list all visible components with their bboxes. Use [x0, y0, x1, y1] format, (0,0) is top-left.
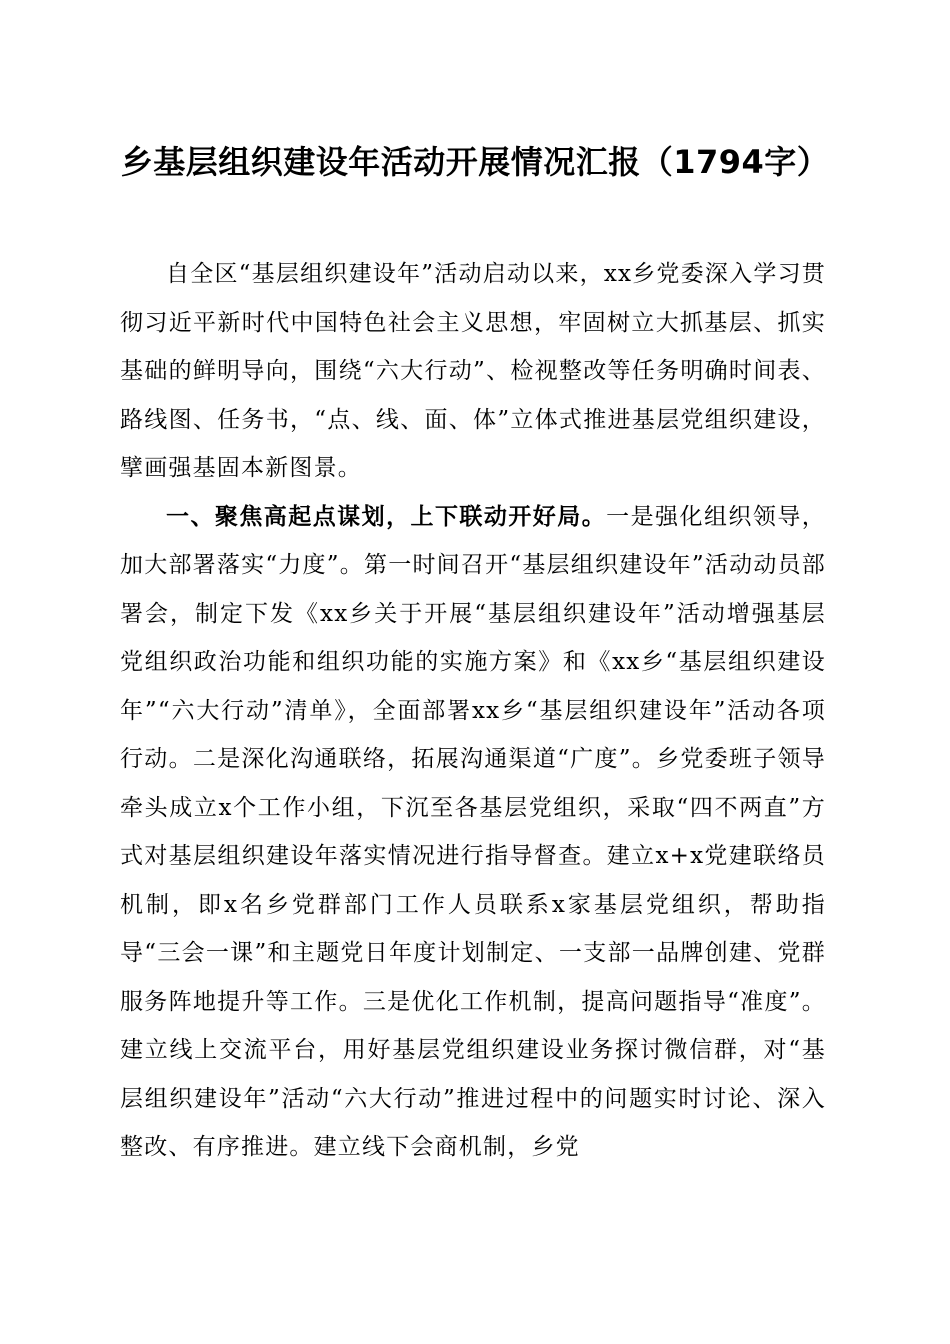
document-body — [120, 250, 826, 1172]
section-one-heading: 一、聚焦高起点谋划，上下联动开好局。 — [166, 503, 607, 530]
section-one-paragraph — [120, 493, 826, 1172]
section-one-text: 一是强化组织领导，加大部署落实“力度”。第一时间召开“基层组织建设年”活动动员部署会，制定下发《xx乡关于开展“基层组织建设年”活动增强基层党组织政治功能和组织功能的实施方案》和《xx乡“基层组织建设年”“六大行动”清单》，全面部署xx乡“基层组织建设年”活动各项行动。二是深化沟通联络，拓展沟通渠道“广度”。乡党委班子领导牵头成立x个工作小组，下沉至各基层党组织，采取“四不两直”方式对基层组织建设年落实情况进行指导督查。建立x+x党建联络员机制，即x名乡党群部门工作人员联系x家基层党组织，帮助指导“三会一课”和主题党日年度计划制定、一支部一品牌创建、党群服务阵地提升等工作。三是优化工作机制，提高问题指导“准度”。建立线上交流平台，用好基层党组织建设业务探讨微信群，对“基层组织建设年”活动“六大行动”推进过程中的问题实时讨论、深入整改、有序推进。建立线下会商机制，乡党 — [120, 503, 826, 1160]
intro-paragraph: 自全区“基层组织建设年”活动启动以来，xx乡党委深入学习贯彻习近平新时代中国特色社会主义思想，牢固树立大抓基层、抓实基础的鲜明导向，围绕“六大行动”、检视整改等任务明确时间表、路线图、任务书，“点、线、面、体”立体式推进基层党组织建设，擘画强基固本新图景。 — [120, 261, 826, 481]
document-title: 乡基层组织建设年活动开展情况汇报（1794字） — [120, 143, 830, 181]
